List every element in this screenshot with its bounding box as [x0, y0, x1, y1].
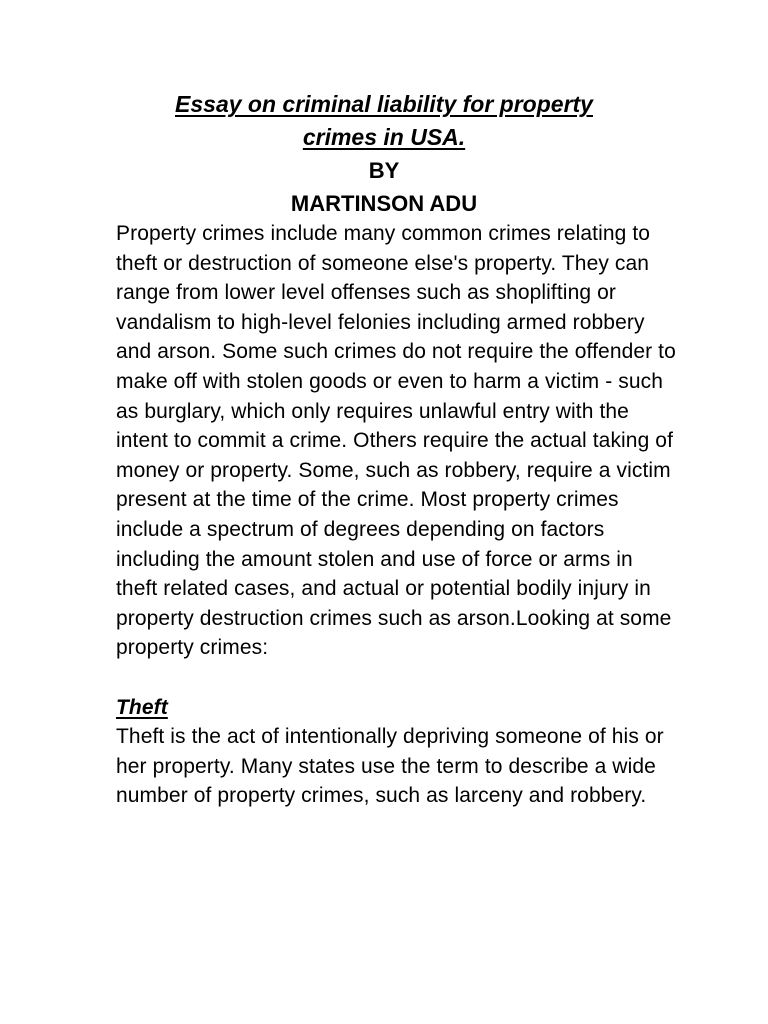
paragraph-spacer	[116, 663, 676, 693]
essay-body	[116, 219, 676, 811]
author-name: MARTINSON ADU	[290, 191, 478, 216]
essay-title-line-2: crimes in USA.	[302, 124, 466, 150]
section-text-theft: Theft is the act of intentionally depriving someone of his or her property. Many states use the term to describe a wide number of property crimes, such as larceny and robbery.	[116, 725, 664, 808]
title-block	[116, 88, 652, 220]
section-heading-theft: Theft	[116, 695, 168, 719]
by-label: BY	[368, 158, 400, 183]
intro-paragraph: Property crimes include many common crimes relating to theft or destruction of someone else's property. They can range from lower level offenses such as shoplifting or vandalism to high-level felonies including armed robbery and arson. Some such crimes do not require the offender to make off with stolen goods or even to harm a victim - such as burglary, which only requires unlawful entry with the intent to commit a crime. Others require the actual taking of money or property. Some, such as robbery, require a victim present at the time of the crime. Most property crimes include a spectrum of degrees depending on factors including the amount stolen and use of force or arms in theft related cases, and actual or potential bodily injury in property destruction crimes such as arson.Looking at some property crimes:	[116, 222, 676, 660]
essay-title-line-1: Essay on criminal liability for property	[175, 91, 593, 117]
